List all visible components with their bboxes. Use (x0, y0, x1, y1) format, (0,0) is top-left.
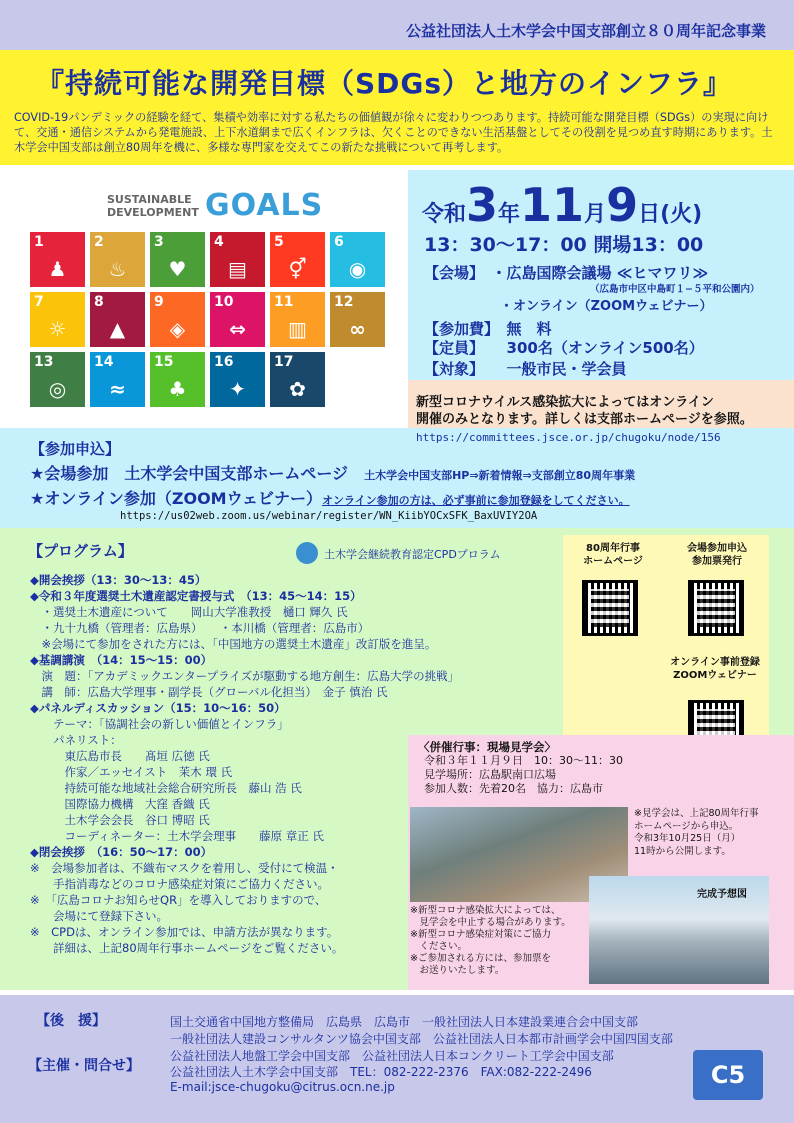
sdg-tile-number: 11 (274, 294, 294, 310)
sdg-tile-number: 15 (154, 354, 174, 370)
sdg-goal-icon: ⚥ (288, 257, 307, 281)
fee-row (424, 318, 552, 339)
note-line: ※新型コロナ感染拡大によっては、 (410, 905, 561, 916)
venue-address: （広島市中区中島町１−５平和公園内） (590, 284, 760, 295)
apply-heading: 【参加申込】 (30, 440, 121, 458)
sdg-tile (270, 232, 325, 287)
apply-online-row (30, 486, 630, 509)
program-heading: 【プログラム】 (28, 542, 133, 560)
sdg-tile (270, 292, 325, 347)
sdg-goal-icon: ▥ (288, 317, 307, 341)
qr-caption-line: ZOOMウェビナー (673, 670, 757, 681)
qr-caption-line: ホームページ (583, 556, 643, 567)
program-line: コーディネーター：土木学会理事 藤原 章正 氏 (30, 829, 324, 843)
note-line: ※新型コロナ感染症対策にご協力 (410, 929, 551, 940)
side-event-date: 令和３年１１月９日 10：30〜11：30 (424, 754, 623, 767)
date-part: 年 (498, 202, 521, 227)
program-line: ※ 会場参加者は、不織布マスクを着用し、受付にて検温・ (30, 861, 339, 875)
covid-line: 開催のみとなります。詳しくは支部ホームページを参照。 (416, 412, 753, 427)
program-line: 手指消毒などのコロナ感染症対策にご協力ください。 (30, 877, 329, 891)
sdg-grid (30, 232, 386, 407)
sdg-tile (90, 292, 145, 347)
venue-row (424, 262, 708, 283)
qr-caption-line: 参加票発行 (692, 556, 742, 567)
sdg-tile-number: 3 (154, 234, 164, 250)
qr-code-venue[interactable] (688, 580, 744, 636)
date-part: 日(火) (638, 202, 703, 227)
apply-venue-text: 土木学会中国支部ホームページ (124, 464, 349, 483)
sdg-goal-icon: ▲ (109, 317, 126, 341)
sdg-goal-icon: ▤ (228, 257, 247, 281)
side-event-heading: 〈併催行事：現場見学会〉 (418, 740, 556, 754)
sdg-tile (90, 232, 145, 287)
qr-caption-homepage (568, 542, 658, 568)
date-part: 3 (466, 178, 499, 232)
sdg-tile (330, 352, 385, 407)
host-label: 【主催・問合せ】 (28, 1058, 140, 1074)
sdg-logo-line: DEVELOPMENT (107, 206, 199, 219)
sdg-tile (90, 352, 145, 407)
qr-caption-line: オンライン事前登録 (670, 657, 760, 668)
sdg-tile-number: 14 (94, 354, 114, 370)
note-line: 11時から公開します。 (634, 845, 731, 857)
note-line: 見学会を中止する場合があります。 (410, 917, 571, 928)
capacity-row (424, 337, 704, 358)
program-line: ◆基調講演 （14：15〜15：00） (30, 653, 213, 667)
sdg-tile-number: 8 (94, 294, 104, 310)
qr-caption-line: 会場参加申込 (687, 543, 747, 554)
apply-venue-path: 土木学会中国支部HP⇒新着情報⇒支部創立80周年事業 (364, 469, 636, 482)
sdg-tile (210, 232, 265, 287)
side-event-place: 見学場所：広島駅南口広場 (424, 768, 556, 781)
side-event-people: 参加人数：先着20名 協力：広島市 (424, 782, 603, 795)
qr-caption-online (660, 656, 770, 682)
event-date (422, 178, 702, 232)
sdg-tile-number: 1 (34, 234, 44, 250)
qr-caption-line: 80周年行事 (586, 543, 640, 554)
sdg-tile-number: 2 (94, 234, 104, 250)
email-link[interactable]: E-mail:jsce-chugoku@citrus.ocn.ne.jp (170, 1080, 395, 1094)
org-line: 公益社団法人土木学会中国支部創立８０周年記念事業 (405, 22, 766, 40)
target-row (424, 358, 627, 379)
sdg-goal-icon: ♟ (48, 257, 67, 281)
sdg-tile-number: 9 (154, 294, 164, 310)
rendering-label: 完成予想図 (697, 889, 747, 900)
program-line: ※ CPDは、オンライン参加では、申請方法が異なります。 (30, 925, 339, 939)
program-line: 演 題：「アカデミックエンタープライズが駆動する地方創生：広島大学の挑戦」 (30, 669, 460, 683)
sdg-tile-number: 12 (334, 294, 354, 310)
sdg-tile (30, 352, 85, 407)
program-line: 土木学会会長 谷口 博昭 氏 (30, 813, 210, 827)
sdg-tile (270, 352, 325, 407)
online-venue: ・オンライン（ZOOMウェビナー） (500, 299, 713, 314)
sdg-logo-line: SUSTAINABLE (107, 193, 192, 206)
sdg-tile-number: 6 (334, 234, 344, 250)
apply-venue-label: ★会場参加 (30, 464, 109, 483)
sdg-tile-number: 17 (274, 354, 294, 370)
sdg-tile (210, 352, 265, 407)
zoom-register-link[interactable]: https://us02web.zoom.us/webinar/register/WN_KiibYOCxSFK_BaxUVIY2OA (120, 510, 538, 522)
program-line: ※ 「広島コロナお知らせQR」を導入しておりますので、 (30, 893, 327, 907)
sdg-tile-number: 4 (214, 234, 224, 250)
jsce-logo: C5 (693, 1050, 763, 1100)
date-part: 9 (606, 178, 639, 232)
sdg-logo-text (107, 193, 199, 219)
program-line: 東広島市長 髙垣 広徳 氏 (30, 749, 210, 763)
sdg-tile (150, 352, 205, 407)
sdg-goal-icon: ♣ (168, 377, 187, 401)
program-line: 国際協力機構 大窪 香織 氏 (30, 797, 210, 811)
apply-online-label: ★オンライン参加（ZOOMウェビナー） (30, 489, 322, 508)
sdg-tile-number: 16 (214, 354, 234, 370)
target-label: 【対象】 (424, 360, 477, 378)
sdg-tile-number: 7 (34, 294, 44, 310)
branch-url-link[interactable]: https://committees.jsce.or.jp/chugoku/node/156 (416, 431, 721, 444)
sdg-goal-icon: ◎ (48, 377, 67, 401)
covid-notice (416, 394, 753, 428)
capacity-label: 【定員】 (424, 339, 477, 357)
program-line: 作家／エッセイスト 茉木 環 氏 (30, 765, 233, 779)
program-line: ・選奨土木遺産について 岡山大学准教授 樋口 輝久 氏 (30, 605, 348, 619)
qr-code-homepage[interactable] (582, 580, 638, 636)
sdg-goal-icon: ≈ (109, 377, 126, 401)
program-line: ※会場にて参加をされた方には、「中国地方の選奨土木遺産」改訂版を進呈。 (30, 637, 437, 651)
support-line: 国土交通省中国地方整備局 広島県 広島市 一般社団法人日本建設業連合会中国支部 (170, 1015, 639, 1029)
sdg-tile-number: 5 (274, 234, 284, 250)
sdg-goal-icon: ✦ (229, 377, 246, 401)
side-event-info (418, 740, 623, 796)
sdg-goal-icon: ∞ (349, 317, 366, 341)
venue-label: 【会場】 (424, 264, 477, 282)
globe-icon (296, 542, 318, 564)
sdg-tile (30, 292, 85, 347)
note-line: ホームページから申込。 (634, 820, 739, 832)
side-event-note (634, 808, 759, 858)
sdg-tile (210, 292, 265, 347)
support-line: 公益社団法人地盤工学会中国支部 公益社団法人日本コンクリート工学会中国支部 (170, 1049, 614, 1063)
cpd-note: 土木学会継続教育認定CPDプロラム (324, 548, 501, 561)
capacity-value: 300名（オンライン500名） (506, 339, 704, 357)
support-label: 【後 援】 (36, 1013, 106, 1029)
support-line: 一般社団法人建設コンサルタンツ協会中国支部 公益社団法人日本都市計画学会中国四国支部 (170, 1032, 673, 1046)
date-part: 11 (520, 178, 585, 232)
date-part: 令和 (422, 202, 467, 227)
sdg-goal-icon: ♨ (108, 257, 127, 281)
note-line: ください。 (410, 941, 468, 952)
program-line: 会場にて登録下さい。 (30, 909, 168, 923)
apply-venue-row (30, 461, 635, 484)
host-contact: 公益社団法人土木学会中国支部 TEL：082-222-2376 FAX:082-222-2496 (170, 1065, 592, 1079)
program-line: 講 師：広島大学理事・副学長（グローバル化担当） 金子 慎治 氏 (30, 685, 388, 699)
program-line: ◆パネルディスカッション（15：10〜16：50） (30, 701, 286, 715)
program-line: 持続可能な地域社会総合研究所長 藤山 浩 氏 (30, 781, 302, 795)
apply-online-note: オンライン参加の方は、必ず事前に参加登録をしてください。 (321, 494, 630, 507)
sdg-tile (330, 292, 385, 347)
note-line: ※見学会は、上記80周年行事 (634, 808, 759, 819)
program-line: 詳細は、上記80周年行事ホームページをご覧ください。 (30, 941, 344, 955)
sdg-goal-icon: ☼ (48, 317, 67, 341)
sdg-tile (150, 292, 205, 347)
sdg-goal-icon: ◉ (348, 257, 367, 281)
program-line: テーマ：「協調社会の新しい価値とインフラ」 (30, 717, 289, 731)
note-line: ※ご参加される方には、参加票を (410, 953, 551, 964)
program-line: パネリスト： (30, 733, 122, 747)
fee-value: 無 料 (506, 320, 552, 338)
sdg-tile (330, 232, 385, 287)
program-list (30, 572, 460, 956)
covid-line: 新型コロナウイルス感染拡大によってはオンライン (416, 395, 714, 410)
note-line: 令和3年10月25日（月） (634, 833, 741, 844)
target-value: 一般市民・学会員 (506, 360, 627, 378)
venue-value: ・広島国際会議場 ≪ヒマワリ≫ (491, 264, 709, 282)
sdg-goal-icon: ⇔ (229, 317, 246, 341)
date-part: 月 (584, 202, 607, 227)
intro-text: COVID-19パンデミックの経験を経て、集積や効率に対する私たちの価値観が徐々に変わりつつあります。持続可能な開発目標（SDGs）の実現に向けて、交通・通信システムから発電施設、上下水道網まで広くインフラは、欠くことのできない生活基盤としてその役割を見つめ直す時期にあります。土木学会中国支部は創立80周年を機に、多様な専門家を交えてこの新たな挑戦について再考します。 (14, 111, 773, 154)
program-line: ◆令和３年度選奨土木遺産認定書授与式 （13：45〜14：15） (30, 589, 362, 603)
side-event-notes (410, 905, 588, 977)
sdg-goal-icon: ✿ (289, 377, 306, 401)
sdg-tile-number: 10 (214, 294, 234, 310)
event-time: 13：30〜17：00 開場13：00 (424, 234, 704, 256)
program-line: ・九十九橋（管理者：広島県） ・本川橋（管理者：広島市） (30, 621, 370, 635)
qr-caption-venue (672, 542, 762, 568)
sdg-logo-goals: GOALS (205, 188, 324, 223)
sdg-goal-icon: ♥ (168, 257, 187, 281)
note-line: お送りいたします。 (410, 965, 505, 976)
sdg-tile-number: 13 (34, 354, 54, 370)
program-line: ◆閉会挨拶 （16：50〜17：00） (30, 845, 213, 859)
sdg-tile (150, 232, 205, 287)
sdg-tile (30, 232, 85, 287)
sdg-goal-icon: ◈ (169, 317, 186, 341)
program-line: ◆開会挨拶（13：30〜13：45） (30, 573, 207, 587)
fee-label: 【参加費】 (424, 320, 492, 338)
page-title: 『持続可能な開発目標（SDGs）と地方のインフラ』 (36, 67, 733, 100)
